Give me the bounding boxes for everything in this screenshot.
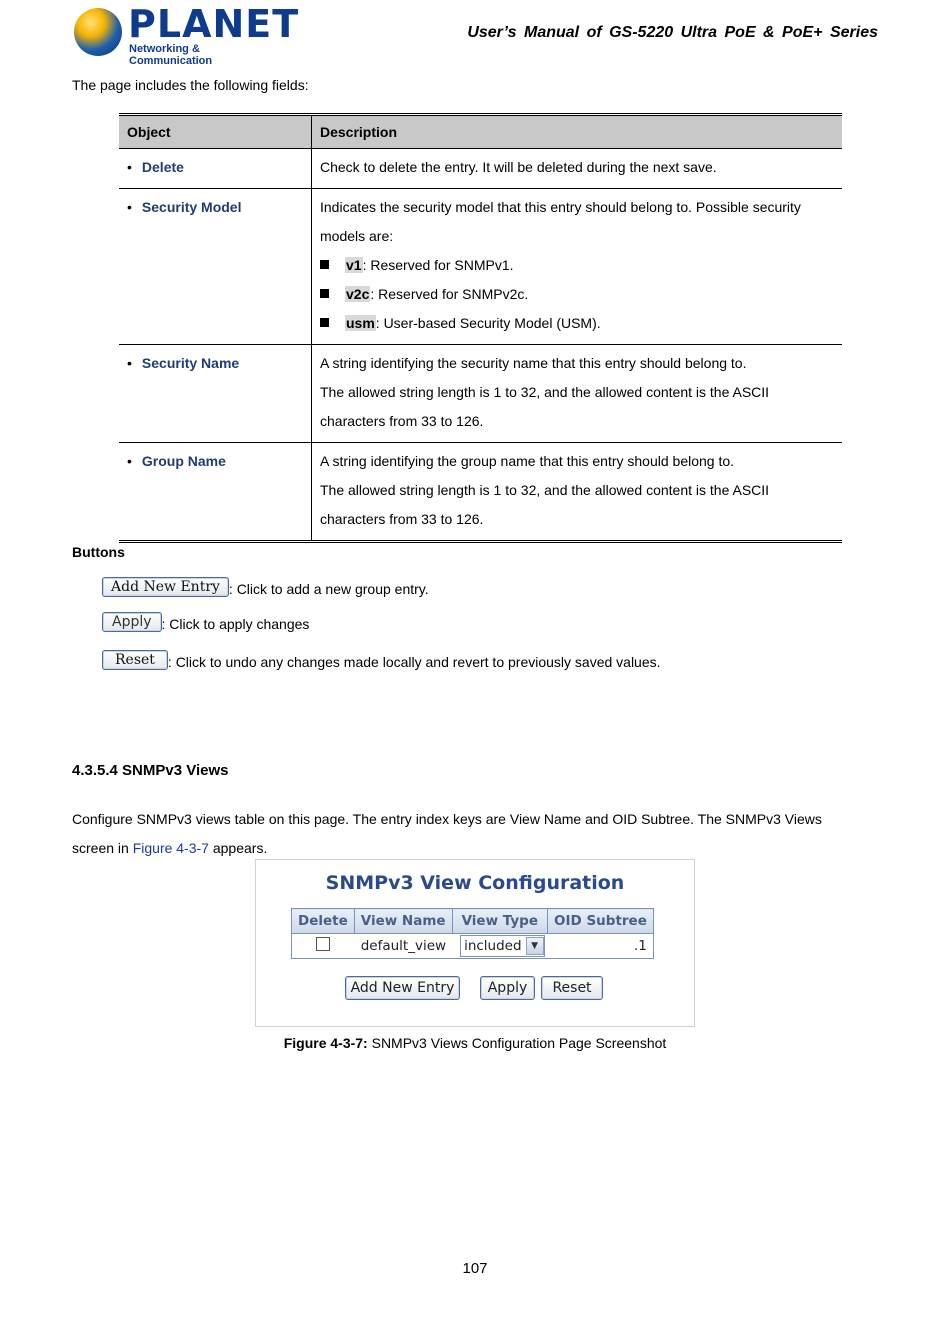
planet-logo xyxy=(72,2,300,67)
figure-link[interactable]: Figure 4-3-7 xyxy=(132,840,209,856)
view-table xyxy=(291,908,654,959)
desc-security-model: Indicates the security model that this entry should belong to. Possible security models are: xyxy=(320,199,801,244)
section-paragraph: Configure SNMPv3 views table on this page. The entry index keys are View Name and OID Subtree. The SNMPv3 Views screen in Figure 4-3-7 appears. xyxy=(72,811,822,856)
object-security-model: • Security Model xyxy=(127,199,242,215)
buttons-heading: Buttons xyxy=(72,544,125,560)
option-usm: usm: User-based Security Model (USM). xyxy=(320,309,834,338)
page-number: 107 xyxy=(462,1260,488,1277)
option-v1: v1: Reserved for SNMPv1. xyxy=(320,251,834,280)
panel-add-new-entry-button[interactable]: Add New Entry xyxy=(345,976,460,1000)
apply-button[interactable]: Apply xyxy=(102,612,162,632)
object-group-name: • Group Name xyxy=(127,453,226,469)
view-config-title: SNMPv3 View Configuration xyxy=(325,872,625,894)
fields-table xyxy=(119,113,842,543)
button-doc-reset xyxy=(102,650,661,670)
option-v2c: v2c: Reserved for SNMPv2c. xyxy=(320,280,834,309)
globe-icon xyxy=(74,8,122,56)
header-object: Object xyxy=(119,115,312,149)
reset-button[interactable]: Reset xyxy=(102,650,168,670)
logo-tagline: Networking & Communication xyxy=(129,43,213,67)
table-row xyxy=(119,345,842,443)
panel-apply-button[interactable]: Apply xyxy=(480,976,535,1000)
add-new-entry-desc: : Click to add a new group entry. xyxy=(228,581,429,597)
panel-reset-button[interactable]: Reset xyxy=(541,976,603,1000)
table-row xyxy=(119,189,842,345)
square-bullet-icon xyxy=(320,318,329,327)
table-row xyxy=(119,149,842,189)
delete-checkbox[interactable] xyxy=(316,937,330,951)
view-config-screenshot xyxy=(255,859,695,1027)
add-new-entry-button[interactable]: Add New Entry xyxy=(102,577,229,597)
col-view-name: View Name xyxy=(354,909,452,934)
col-view-type: View Type xyxy=(452,909,547,934)
desc-group-name: A string identifying the group name that this entry should belong to. xyxy=(320,453,735,469)
desc-delete: Check to delete the entry. It will be deleted during the next save. xyxy=(312,149,843,189)
col-delete: Delete xyxy=(292,909,355,934)
desc-security-name-length: The allowed string length is 1 to 32, and the allowed content is the ASCII characters from 33 to 126. xyxy=(320,384,770,429)
apply-desc: : Click to apply changes xyxy=(161,616,310,632)
chevron-down-icon: ▼ xyxy=(526,937,544,955)
object-delete: • Delete xyxy=(127,159,184,175)
section-heading: 4.3.5.4 SNMPv3 Views xyxy=(72,762,229,779)
table-row xyxy=(119,443,842,542)
object-security-name: • Security Name xyxy=(127,355,239,371)
logo-word: PLANET xyxy=(128,2,300,46)
reset-desc: : Click to undo any changes made locally and revert to previously saved values. xyxy=(167,654,661,670)
desc-group-name-length: The allowed string length is 1 to 32, and the allowed content is the ASCII characters from 33 to 126. xyxy=(320,482,770,527)
figure-caption: Figure 4-3-7: SNMPv3 Views Configuration Page Screenshot xyxy=(283,1035,667,1051)
oid-subtree-value: .1 xyxy=(548,934,654,959)
col-oid-subtree: OID Subtree xyxy=(548,909,654,934)
square-bullet-icon xyxy=(320,260,329,269)
header-description: Description xyxy=(312,115,843,149)
view-name-value: default_view xyxy=(354,934,452,959)
table-row xyxy=(292,934,654,959)
manual-title: User’s Manual of GS-5220 Ultra PoE & PoE+ Series xyxy=(467,24,878,41)
desc-security-name: A string identifying the security name that this entry should belong to. xyxy=(320,355,747,371)
button-doc-apply xyxy=(102,612,309,632)
button-doc-add xyxy=(102,577,429,597)
intro-text: The page includes the following fields: xyxy=(72,77,309,93)
square-bullet-icon xyxy=(320,289,329,298)
view-type-select[interactable]: included ▼ xyxy=(460,935,544,957)
